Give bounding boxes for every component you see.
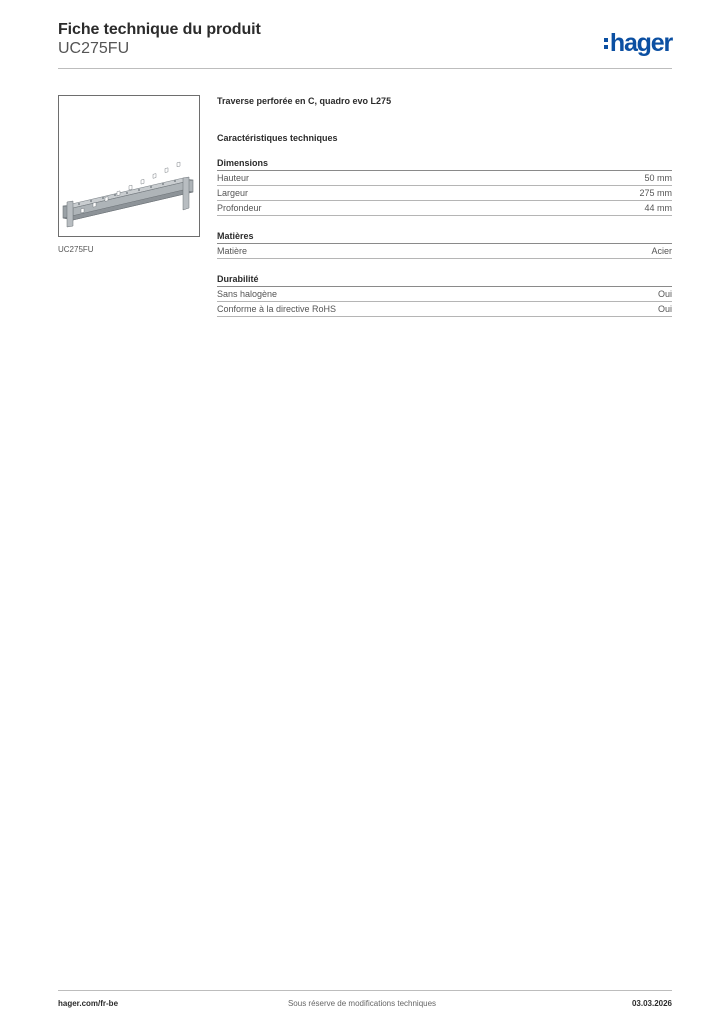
spec-row (217, 302, 672, 317)
spec-row (217, 201, 672, 216)
spec-row (217, 171, 672, 186)
group-title: Durabilité (217, 274, 672, 287)
hager-logo (604, 27, 672, 59)
spec-value: Oui (657, 289, 672, 299)
spec-value: 50 mm (644, 173, 672, 183)
spec-row (217, 186, 672, 201)
footer-divider (58, 990, 672, 991)
spec-label: Largeur (217, 188, 249, 198)
spec-row (217, 244, 672, 259)
footer-website[interactable]: hager.com/fr-be (58, 999, 119, 1008)
logo-dots-icon (604, 38, 608, 49)
header-divider (58, 68, 672, 69)
spec-label: Sans halogène (217, 289, 278, 299)
logo-text: hager (609, 28, 672, 57)
spec-value: 44 mm (644, 203, 672, 213)
image-caption: UC275FU (58, 245, 94, 254)
footer-notice: Sous réserve de modifications techniques (287, 999, 437, 1008)
spec-label: Matière (217, 246, 248, 256)
spec-group-dimensions (217, 158, 672, 216)
spec-row (217, 287, 672, 302)
group-title: Dimensions (217, 158, 672, 171)
product-description: Traverse perforée en C, quadro evo L275 (217, 96, 392, 106)
spec-value: 275 mm (639, 188, 672, 198)
spec-label: Hauteur (217, 173, 250, 183)
perforated-rail-icon (59, 96, 199, 236)
group-title: Matières (217, 231, 672, 244)
spec-group-materials (217, 231, 672, 259)
spec-value: Oui (657, 304, 672, 314)
product-image (58, 95, 200, 237)
footer-date: 03.03.2026 (631, 999, 672, 1008)
section-title: Caractéristiques techniques (217, 133, 338, 143)
spec-label: Conforme à la directive RoHS (217, 304, 337, 314)
spec-label: Profondeur (217, 203, 262, 213)
spec-value: Acier (651, 246, 672, 256)
page-title: Fiche technique du produit (58, 21, 261, 38)
product-details (217, 96, 672, 317)
spec-group-durability (217, 274, 672, 317)
product-code: UC275FU (58, 40, 130, 57)
